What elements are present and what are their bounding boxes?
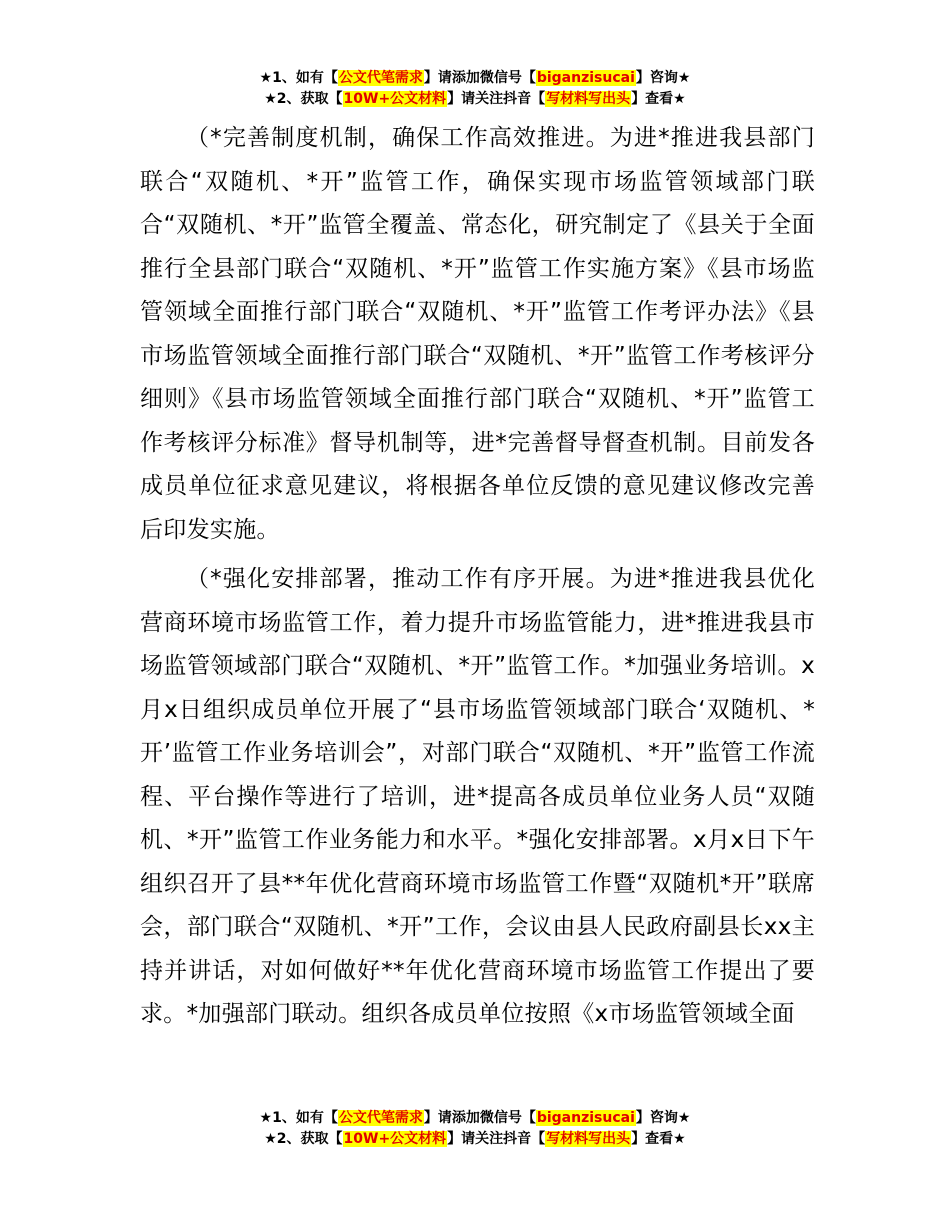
promo-highlight-service: 公文代笔需求 xyxy=(338,70,423,86)
promo-highlight-wechat-id: biganzisucai xyxy=(536,70,635,86)
header-promo-banner xyxy=(0,68,950,110)
promo-line-1: ★1、如有【公文代笔需求】请添加微信号【biganzisucai】咨询★ xyxy=(259,1110,691,1126)
promo-highlight-wechat-id: biganzisucai xyxy=(536,1110,635,1126)
promo-highlight-service: 公文代笔需求 xyxy=(338,1110,423,1126)
promo-line-2: ★2、获取【10W+公文材料】请关注抖音【写材料写出头】查看★ xyxy=(264,1131,686,1147)
promo-highlight-douyin: 写材料写出头 xyxy=(546,91,631,107)
promo-line-1: ★1、如有【公文代笔需求】请添加微信号【biganzisucai】咨询★ xyxy=(259,70,691,86)
body-paragraph-2: （*强化安排部署，推动工作有序开展。为进*推进我县优化营商环境市场监管工作，着力提升市场监管能力，进*推进我县市场监管领域部门联合“双随机、*开”监管工作。*加强业务培训。x月x日组织成员单位开展了“县市场监管领域部门联合‘双随机、*开’监管工作业务培训会”，对部门联合“双随机、*开”监管工作流程、平台操作等进行了培训，进*提高各成员单位业务人员“双随机、*开”监管工作业务能力和水平。*强化安排部署。x月x日下午组织召开了县**年优化营商环境市场监管工作暨“双随机*开”联席会，部门联合“双随机、*开”工作，会议由县人民政府副县长xx主持并讲话，对如何做好**年优化营商环境市场监管工作提出了要求。*加强部门联动。组织各成员单位按照《x市场监管领域全面 xyxy=(140,566,815,1027)
promo-line-2: ★2、获取【10W+公文材料】请关注抖音【写材料写出头】查看★ xyxy=(264,91,686,107)
promo-highlight-douyin: 写材料写出头 xyxy=(546,1131,631,1147)
promo-highlight-materials: 10W+公文材料 xyxy=(343,1131,447,1147)
footer-promo-banner xyxy=(0,1108,950,1150)
body-paragraph-1: （*完善制度机制，确保工作高效推进。为进*推进我县部门联合“双随机、*开”监管工作，确保实现市场监管领域部门联合“双随机、*开”监管全覆盖、常态化，研究制定了《县关于全面推行全县部门联合“双随机、*开”监管工作实施方案》《县市场监管领域全面推行部门联合“双随机、*开”监管工作考评办法》《县市场监管领域全面推行部门联合“双随机、*开”监管工作考核评分细则》《县市场监管领域全面推行部门联合“双随机、*开”监管工作考核评分标准》督导机制等，进*完善督导督查机制。目前发各成员单位征求意见建议，将根据各单位反馈的意见建议修改完善后印发实施。 xyxy=(140,125,815,543)
promo-highlight-materials: 10W+公文材料 xyxy=(343,91,447,107)
document-body xyxy=(140,117,815,1037)
